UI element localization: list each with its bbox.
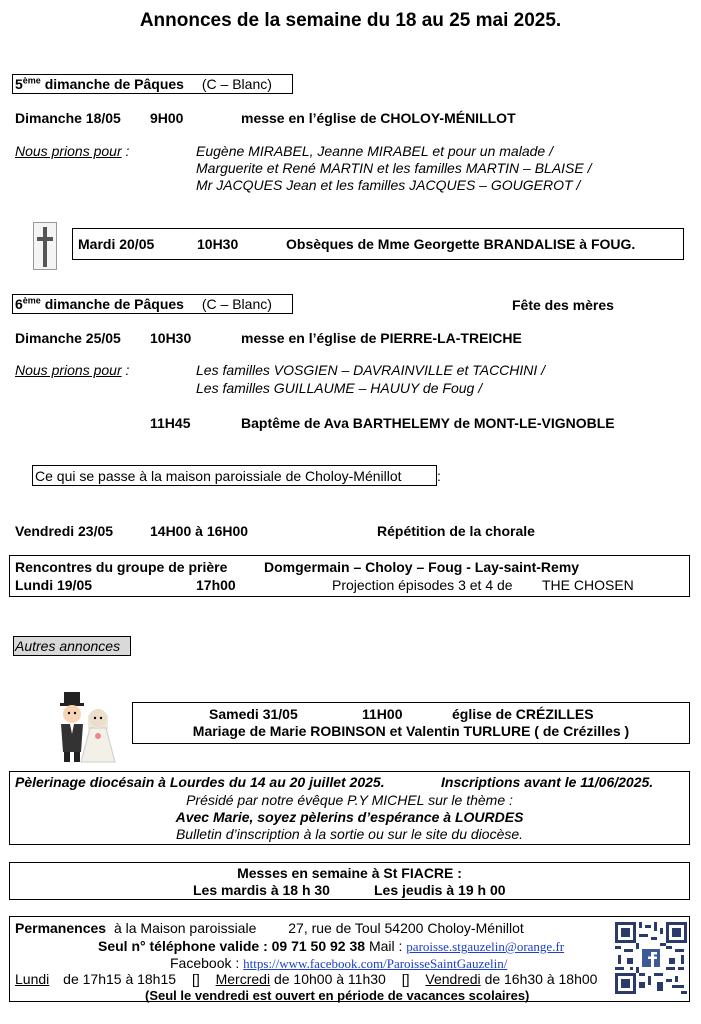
funeral-time: 10H30 <box>197 236 239 252</box>
mail-label: Mail : <box>368 938 403 954</box>
wednesday-hours: de 10h00 à 11h30 <box>273 971 386 987</box>
permanences-address: 27, rue de Toul 54200 Choloy-Ménillot <box>288 920 524 936</box>
sunday1-label: dimanche de Pâques <box>40 76 184 92</box>
wedding-place: église de CRÉZILLES <box>452 706 594 722</box>
wednesday-label: Mercredi <box>215 971 271 987</box>
wedding-text: Mariage de Marie ROBINSON et Valentin TURLURE ( de Crézilles ) <box>192 723 630 739</box>
sunday1-ordinal-sup: ème <box>22 75 41 86</box>
sunday2-feast: Fête des mères <box>512 297 614 313</box>
funeral-day: Mardi 20/05 <box>78 236 155 252</box>
facebook-link[interactable]: https://www.facebook.com/ParoisseSaintGauzelin/ <box>243 956 508 971</box>
sunday2-label: dimanche de Pâques <box>40 296 184 312</box>
permanences-place: à la Maison paroissiale <box>113 920 257 936</box>
mail-link[interactable]: paroisse.stgauzelin@orange.fr <box>406 939 565 954</box>
sunday1-mass-day: Dimanche 18/05 <box>15 110 121 126</box>
sunday1-prayer-3: Mr JACQUES Jean et les familles JACQUES – GOUGEROT / <box>196 177 581 193</box>
permanences-line2 <box>98 938 564 955</box>
choir-text: Répétition de la chorale <box>377 523 535 539</box>
permanences-line3 <box>170 955 507 972</box>
weekday-masses-title: Messes en semaine à St FIACRE : <box>237 865 462 881</box>
pilgrimage-line4: Bulletin d’inscription à la sortie ou sur le site du diocèse. <box>175 826 524 842</box>
qr-code-icon <box>615 922 687 994</box>
choir-time: 14H00 à 16H00 <box>150 523 249 539</box>
baptism-time: 11H45 <box>150 415 191 431</box>
prayer-group-title: Rencontres du groupe de prière <box>15 559 228 575</box>
phone-label: Seul n° téléphone valide : 09 71 50 92 38 <box>98 938 366 954</box>
permanences-note: (Seul le vendredi est ouvert en période de vacances scolaires) <box>145 988 530 1003</box>
sunday1-prayer-label <box>15 143 129 159</box>
weekday-masses-thursday: Les jeudis à 19 h 00 <box>374 882 506 898</box>
sunday2-mass-text: messe en l’église de PIERRE-LA-TREICHE <box>241 330 522 346</box>
choir-day: Vendredi 23/05 <box>15 523 114 539</box>
friday-hours: de 16h30 à 18h00 <box>484 971 598 987</box>
monday-label: Lundi <box>15 971 50 987</box>
sunday2-ordinal: 6 <box>15 296 23 312</box>
prayer-group-film: THE CHOSEN <box>542 577 634 593</box>
permanences-line4 <box>15 971 597 987</box>
prayer-group-day: Lundi 19/05 <box>15 577 93 593</box>
facebook-label: Facebook : <box>170 955 240 971</box>
wedding-couple-icon <box>55 690 117 764</box>
weekday-masses-tuesday: Les mardis à 18 h 30 <box>193 882 330 898</box>
other-heading: Autres annonces <box>15 638 121 654</box>
pilgrimage-title: Pèlerinage diocésain à Lourdes du 14 au 20 juillet 2025. <box>15 774 385 790</box>
sunday2-prayer-2: Les familles GUILLAUME – HAUUY de Foug / <box>196 380 483 396</box>
sunday1-heading-text <box>15 76 272 92</box>
maison-heading-colon: : <box>437 468 441 484</box>
wedding-time: 11H00 <box>362 706 403 722</box>
maison-heading-text: Ce qui se passe à la maison paroissiale de Choloy-Ménillot <box>35 468 402 484</box>
prayer-group-text: Projection épisodes 3 et 4 de <box>332 577 513 593</box>
sunday1-ordinal: 5 <box>15 76 23 92</box>
sunday2-prayer-label <box>15 362 129 378</box>
sunday1-prayer-2: Marguerite et René MARTIN et les familles MARTIN – BLAISE / <box>196 160 592 176</box>
sunday1-prayer-1: Eugène MIRABEL, Jeanne MIRABEL et pour un malade / <box>196 143 553 159</box>
prayer-group-places: Domgermain – Choloy – Foug - Lay-saint-Remy <box>264 559 580 575</box>
permanences-label: Permanences <box>15 920 107 936</box>
sunday2-mass-time: 10H30 <box>150 330 192 346</box>
prayer-group-time: 17h00 <box>196 577 236 593</box>
baptism-text: Baptême de Ava BARTHELEMY de MONT-LE-VIGNOBLE <box>241 415 615 431</box>
wedding-day: Samedi 31/05 <box>209 706 298 722</box>
cross-icon <box>33 222 57 270</box>
pilgrimage-line2: Présidé par notre évêque P.Y MICHEL sur le thème : <box>186 792 513 808</box>
sunday2-prayer-label-text: Nous prions pour <box>15 362 122 378</box>
funeral-text: Obsèques de Mme Georgette BRANDALISE à FOUG. <box>286 236 636 252</box>
sunday1-prayer-label-text: Nous prions pour <box>15 143 122 159</box>
friday-label: Vendredi <box>425 971 481 987</box>
sunday1-mass-time: 9H00 <box>150 110 184 126</box>
page-title: Annonces de la semaine du 18 au 25 mai 2025. <box>139 10 562 31</box>
separator-1: [] <box>191 971 200 987</box>
sunday1-liturgy: (C – Blanc) <box>201 76 272 92</box>
monday-hours: de 17h15 à 18h15 <box>63 971 177 987</box>
pilgrimage-deadline: Inscriptions avant le 11/06/2025. <box>441 774 654 790</box>
sunday1-prayer-colon: : <box>121 143 130 159</box>
sunday2-prayer-colon: : <box>121 362 130 378</box>
separator-2: [] <box>401 971 410 987</box>
pilgrimage-line3: Avec Marie, soyez pèlerins d’espérance à LOURDES <box>175 809 524 825</box>
sunday1-mass-text: messe en l’église de CHOLOY-MÉNILLOT <box>241 110 516 126</box>
maison-heading <box>35 468 402 484</box>
sunday2-mass-day: Dimanche 25/05 <box>15 330 121 346</box>
sunday2-prayer-1: Les familles VOSGIEN – DAVRAINVILLE et TACCHINI / <box>196 362 546 378</box>
sunday2-liturgy: (C – Blanc) <box>201 296 272 312</box>
permanences-line1 <box>15 920 524 936</box>
sunday2-ordinal-sup: ème <box>22 295 41 306</box>
sunday2-heading-text <box>15 296 272 312</box>
